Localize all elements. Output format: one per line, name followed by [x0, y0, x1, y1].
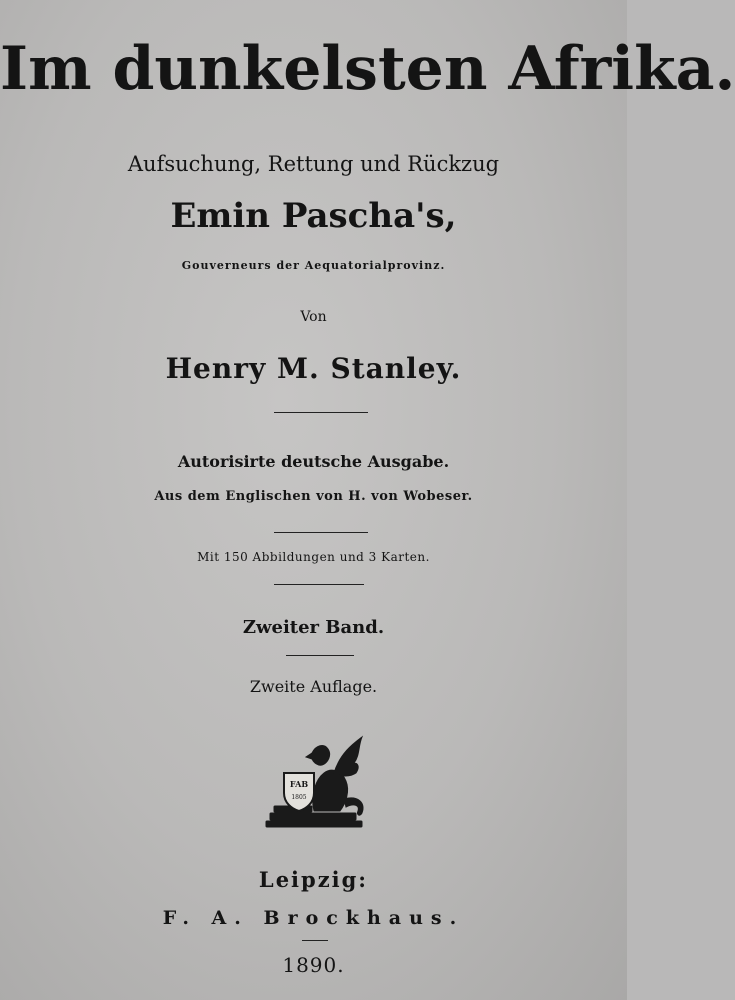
imprint-year: 1890. [282, 953, 345, 977]
book-title: Im dunkelsten Afrika. [0, 34, 735, 104]
subject-name: Emin Pascha's, [170, 196, 457, 236]
edition-label: Zweite Auflage. [249, 677, 378, 696]
volume-label: Zweiter Band. [242, 617, 385, 638]
author-name: Henry M. Stanley. [165, 352, 462, 385]
divider [286, 655, 354, 656]
illustrations-note: Mit 150 Abbildungen und 3 Karten. [197, 550, 430, 564]
emblem-shield-text: FAB [289, 779, 309, 789]
by-line: Von [300, 309, 327, 325]
edition-note: Autorisirte deutsche Ausgabe. [177, 452, 450, 471]
divider [274, 584, 364, 585]
emblem-year-text: 1805 [291, 794, 307, 801]
subtitle: Aufsuchung, Rettung und Rückzug [127, 152, 500, 176]
divider [302, 940, 328, 941]
divider [274, 532, 368, 533]
translator-line: Aus dem Englischen von H. von Wobeser. [154, 489, 473, 504]
divider [274, 412, 368, 413]
imprint-publisher: F. A. Brockhaus. [162, 907, 465, 929]
griffin-printer-mark-icon [262, 733, 372, 833]
subject-role: Gouverneurs der Aequatorialprovinz. [181, 259, 446, 272]
imprint-city: Leipzig: [258, 867, 369, 892]
